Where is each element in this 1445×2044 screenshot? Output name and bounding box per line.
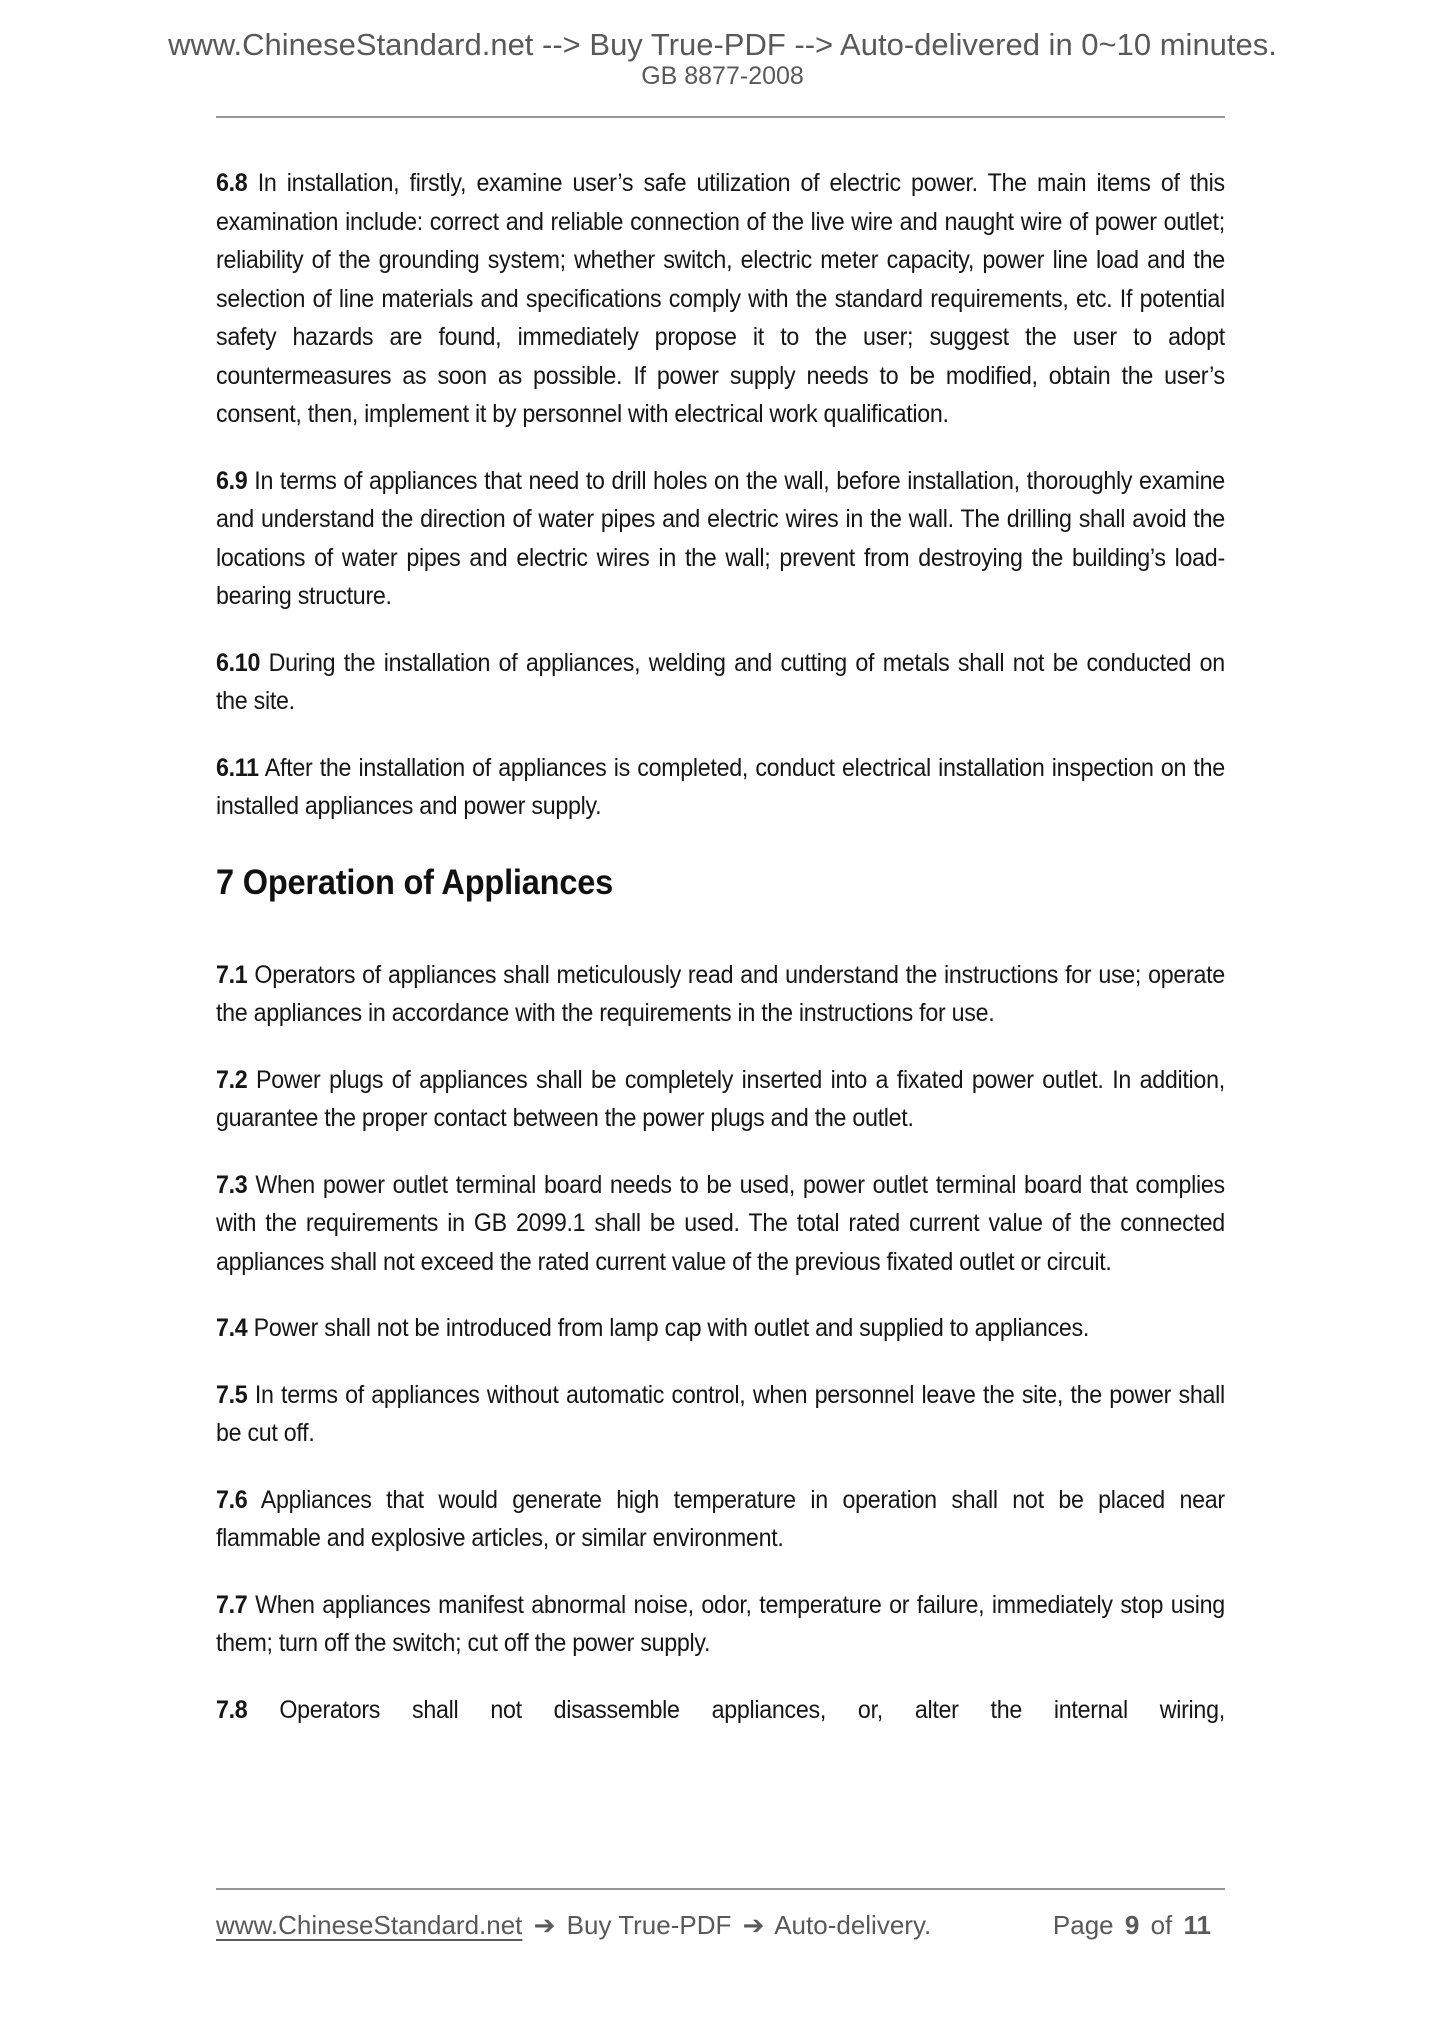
clause-number: 6.8	[216, 169, 248, 197]
clause-text: Appliances that would generate high temperature in operation shall not be placed near flammable and explosive articles, or similar environment.	[216, 1485, 1225, 1552]
page-footer	[216, 1888, 1225, 1940]
page-total-number: 11	[1183, 1910, 1211, 1940]
clause-number: 7.1	[216, 960, 248, 989]
document-body	[216, 118, 1225, 1888]
clause-paragraph	[216, 956, 1225, 1033]
clause-paragraph	[216, 1061, 1225, 1138]
footer-rule	[216, 1888, 1225, 1890]
clause-text: During the installation of appliances, welding and cutting of metals shall not be conducted on the site.	[216, 648, 1225, 715]
clause-text: In terms of appliances without automatic control, when personnel leave the site, the power shall be cut off.	[216, 1380, 1225, 1447]
clause-number: 7.5	[216, 1380, 248, 1409]
clause-paragraph	[216, 1376, 1225, 1453]
clause-text: When appliances manifest abnormal noise, odor, temperature or failure, immediately stop using them; turn off the switch; cut off the power supply.	[216, 1590, 1225, 1657]
clause-paragraph	[216, 749, 1225, 826]
of-label: of	[1150, 1910, 1173, 1940]
clause-number: 7.4	[216, 1314, 248, 1342]
section-heading: 7 Operation of Appliances	[216, 862, 614, 902]
arrow-right-icon: ➔	[742, 1910, 765, 1940]
page-label: Page	[1052, 1910, 1114, 1940]
page-current-number: 9	[1124, 1910, 1140, 1940]
clause-paragraph	[216, 1691, 1225, 1730]
arrow-right-icon: ➔	[533, 1910, 556, 1940]
clause-paragraph	[216, 1166, 1225, 1282]
clause-text: When power outlet terminal board needs to be used, power outlet terminal board that complies with the requirements in GB 2099.1 shall be used. The total rated current value of the connected appliances shall not exceed the rated current value of the previous fixated outlet or circuit.	[216, 1170, 1225, 1276]
page-indicator	[1053, 1910, 1211, 1940]
clause-number: 7.7	[216, 1590, 248, 1619]
footer-left	[216, 1910, 931, 1940]
footer-site-link[interactable]: www.ChineseStandard.net	[216, 1910, 523, 1940]
clause-text: Operators of appliances shall meticulously read and understand the instructions for use; operate the appliances in accordance with the requirements in the instructions for use.	[216, 960, 1225, 1027]
clause-paragraph	[216, 1309, 1225, 1348]
clause-paragraph	[216, 462, 1225, 616]
clause-text: In installation, firstly, examine user’s safe utilization of electric power. The main items of this examination include: correct and reliable connection of the live wire and naught wire of power outlet; reliability of the grounding system; whether switch, electric meter capacity, power line load and the selection of line materials and specifications comply with the standard requirements, etc. If potential safety hazards are found, immediately propose it to the user; suggest the user to adopt countermeasures as soon as possible. If power supply needs to be modified, obtain the user’s consent, then, implement it by personnel with electrical work qualification.	[216, 169, 1225, 428]
clause-text: Operators shall not disassemble appliances, or, alter the internal wiring,	[279, 1695, 1225, 1724]
clause-number: 7.2	[216, 1065, 248, 1094]
footer-delivery-text: Auto-delivery.	[774, 1910, 932, 1940]
clause-paragraph	[216, 644, 1225, 721]
clause-number: 6.10	[216, 648, 261, 677]
clause-number: 6.9	[216, 466, 248, 495]
clause-text: Power shall not be introduced from lamp cap with outlet and supplied to appliances.	[253, 1314, 1090, 1342]
page-header	[0, 0, 1445, 89]
clause-number: 7.3	[216, 1170, 248, 1199]
clause-paragraph	[216, 1481, 1225, 1558]
clause-text: Power plugs of appliances shall be completely inserted into a fixated power outlet. In addition, guarantee the proper contact between the power plugs and the outlet.	[216, 1065, 1225, 1132]
clause-paragraph	[216, 164, 1225, 434]
header-doc-code: GB 8877-2008	[641, 62, 804, 90]
clause-number: 7.8	[216, 1695, 248, 1724]
footer-row	[216, 1910, 1225, 1940]
clause-text: In terms of appliances that need to drill holes on the wall, before installation, thoroughly examine and understand the direction of water pipes and electric wires in the wall. The drilling shall avoid the locations of water pipes and electric wires in the wall; prevent from destroying the building’s load-bearing structure.	[216, 466, 1225, 610]
clause-paragraph	[216, 1586, 1225, 1663]
header-banner: www.ChineseStandard.net --> Buy True-PDF --> Auto-delivered in 0~10 minutes.	[168, 27, 1277, 62]
clause-number: 7.6	[216, 1485, 248, 1514]
footer-buy-text: Buy True-PDF	[566, 1910, 732, 1940]
clause-number: 6.11	[216, 753, 259, 782]
clause-text: After the installation of appliances is completed, conduct electrical installation inspection on the installed appliances and power supply.	[216, 753, 1225, 820]
